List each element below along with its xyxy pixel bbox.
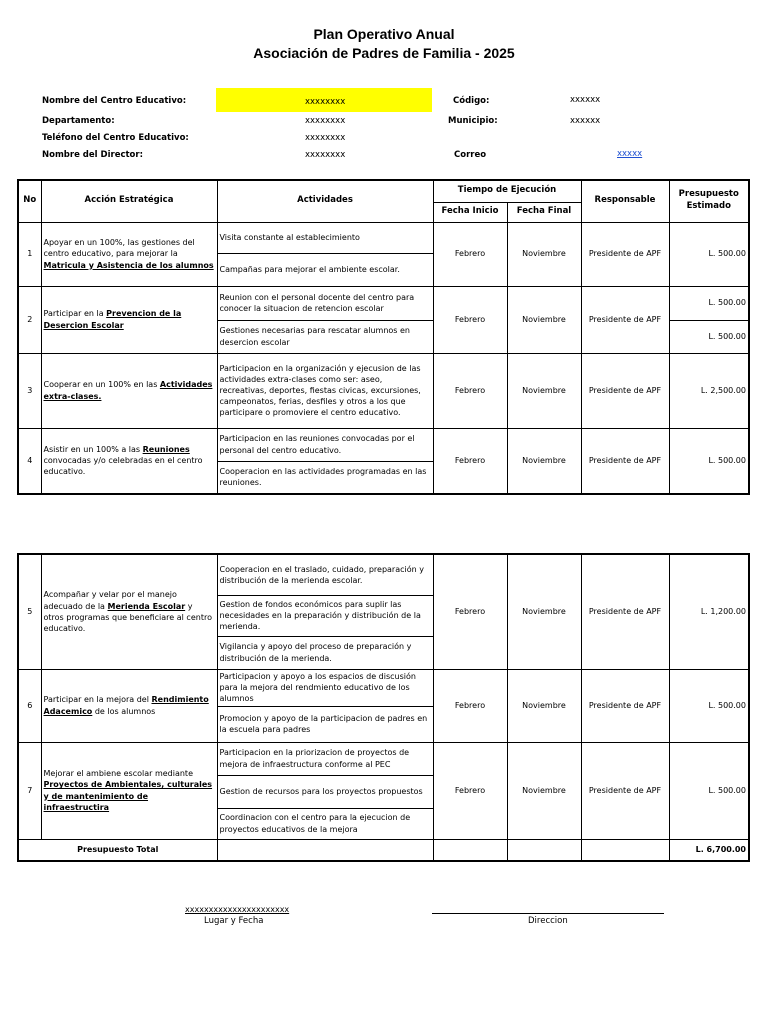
fecha-final-cell: Noviembre bbox=[507, 742, 581, 839]
actividad-cell: Campañas para mejorar el ambiente escolar. bbox=[217, 253, 433, 286]
accion-highlight: Rendimiento Adacemico bbox=[43, 695, 209, 716]
centro-label: Nombre del Centro Educativo: bbox=[42, 96, 187, 106]
row-number: 4 bbox=[18, 428, 41, 494]
actividad-cell: Cooperacion en el traslado, cuidado, preparación y distribución de la merienda escolar. bbox=[217, 554, 433, 595]
fecha-inicio-cell: Febrero bbox=[433, 286, 507, 353]
accion-cell bbox=[41, 669, 217, 742]
row-number: 1 bbox=[18, 222, 41, 286]
fecha-inicio-cell: Febrero bbox=[433, 222, 507, 286]
actividad-cell: Visita constante al establecimiento bbox=[217, 222, 433, 253]
accion-highlight: Matricula y Asistencia de los alumnos bbox=[43, 260, 214, 270]
presupuesto-cell: L. 500.00 bbox=[669, 742, 749, 839]
telefono-label: Teléfono del Centro Educativo: bbox=[42, 133, 189, 143]
correo-label: Correo bbox=[454, 150, 487, 160]
accion-text: Apoyar en un 100%, las gestiones del centro educativo, para mejorar la bbox=[43, 238, 195, 259]
fecha-final-cell: Noviembre bbox=[507, 669, 581, 742]
responsable-cell: Presidente de APF bbox=[581, 286, 669, 353]
table-row bbox=[18, 742, 749, 775]
director-value: xxxxxxxx bbox=[305, 150, 346, 160]
total-empty-cell bbox=[581, 839, 669, 861]
accion-cell bbox=[41, 353, 217, 428]
header-actividades: Actividades bbox=[217, 180, 433, 222]
accion-highlight: Proyectos de Ambientales, culturales y de mantenimiento de infraestructira bbox=[43, 780, 213, 812]
actividad-cell: Promocion y apoyo de la participacion de padres en la escuela para padres bbox=[217, 706, 433, 742]
fecha-inicio-cell: Febrero bbox=[433, 742, 507, 839]
table-row bbox=[18, 669, 749, 706]
fecha-final-cell: Noviembre bbox=[507, 286, 581, 353]
accion-text: Asistir en un 100% a las bbox=[43, 444, 143, 454]
presupuesto-cell: L. 500.00 bbox=[669, 320, 749, 353]
accion-cell bbox=[41, 742, 217, 839]
codigo-value: xxxxxx bbox=[570, 95, 601, 105]
row-number: 6 bbox=[18, 669, 41, 742]
header-no: No bbox=[18, 180, 41, 222]
actividad-cell: Coordinacion con el centro para la ejecucion de proyectos educativos de la mejora bbox=[217, 808, 433, 839]
municipio-value: xxxxxx bbox=[570, 116, 601, 126]
lugar-fecha-label: Lugar y Fecha bbox=[204, 916, 264, 926]
fecha-final-cell: Noviembre bbox=[507, 428, 581, 494]
table-row bbox=[18, 286, 749, 320]
total-empty-cell bbox=[217, 839, 433, 861]
correo-link[interactable]: xxxxx bbox=[617, 149, 643, 159]
presupuesto-cell: L. 2,500.00 bbox=[669, 353, 749, 428]
table-row bbox=[18, 353, 749, 428]
table-row bbox=[18, 428, 749, 461]
fecha-inicio-cell: Febrero bbox=[433, 428, 507, 494]
header-presupuesto: Presupuesto Estimado bbox=[669, 180, 749, 222]
telefono-value: xxxxxxxx bbox=[305, 133, 346, 143]
row-number: 3 bbox=[18, 353, 41, 428]
fecha-inicio-cell: Febrero bbox=[433, 554, 507, 669]
accion-highlight: Prevencion de la Desercion Escolar bbox=[43, 309, 182, 330]
codigo-label: Código: bbox=[453, 96, 490, 106]
fecha-inicio-cell: Febrero bbox=[433, 353, 507, 428]
accion-text-end: y otros programas que beneficiare al centro educativo. bbox=[43, 601, 212, 633]
accion-text: Participar en la mejora del bbox=[43, 695, 152, 705]
actividad-cell: Gestion de recursos para los proyectos propuestos bbox=[217, 775, 433, 808]
accion-cell bbox=[41, 554, 217, 669]
presupuesto-cell: L. 1,200.00 bbox=[669, 554, 749, 669]
signature-line bbox=[432, 913, 664, 914]
row-number: 5 bbox=[18, 554, 41, 669]
lugar-fecha-value: xxxxxxxxxxxxxxxxxxxxxx bbox=[185, 905, 290, 914]
accion-text: Participar en la bbox=[43, 309, 107, 319]
accion-highlight: Actividades extra-clases. bbox=[43, 380, 213, 401]
responsable-cell: Presidente de APF bbox=[581, 669, 669, 742]
actividad-cell: Participacion en la priorizacion de proyectos de mejora de infraestructura conforme al PEC bbox=[217, 742, 433, 775]
centro-value: xxxxxxxx bbox=[305, 97, 346, 107]
row-number: 7 bbox=[18, 742, 41, 839]
fecha-final-cell: Noviembre bbox=[507, 222, 581, 286]
presupuesto-cell: L. 500.00 bbox=[669, 669, 749, 742]
page-subtitle: Asociación de Padres de Familia - 2025 bbox=[253, 45, 515, 61]
presupuesto-cell: L. 500.00 bbox=[669, 428, 749, 494]
fecha-final-cell: Noviembre bbox=[507, 353, 581, 428]
accion-text: Cooperar en un 100% en las bbox=[43, 380, 160, 390]
actividad-cell: Reunion con el personal docente del centro para conocer la situacion de retencion escolar bbox=[217, 286, 433, 320]
presupuesto-cell: L. 500.00 bbox=[669, 222, 749, 286]
director-label: Nombre del Director: bbox=[42, 150, 143, 160]
row-number: 2 bbox=[18, 286, 41, 353]
responsable-cell: Presidente de APF bbox=[581, 742, 669, 839]
responsable-cell: Presidente de APF bbox=[581, 222, 669, 286]
municipio-label: Municipio: bbox=[448, 116, 498, 126]
table-row bbox=[18, 554, 749, 595]
actividad-cell: Gestion de fondos económicos para suplir las necesidades en la preparación y distribución de la merienda. bbox=[217, 595, 433, 636]
fecha-final-cell: Noviembre bbox=[507, 554, 581, 669]
header-fecha-final: Fecha Final bbox=[507, 202, 581, 222]
actividad-cell: Participacion en la organización y ejecusion de las actividades extra-clases como ser: aseo, recreativas, deportes, fiestas civicas, excursiones, campeonatos, ferias, desfiles y otros a los que participare o promoviere el centro educativo. bbox=[217, 353, 433, 428]
direccion-label: Direccion bbox=[528, 916, 568, 926]
total-label: Presupuesto Total bbox=[18, 839, 217, 861]
responsable-cell: Presidente de APF bbox=[581, 554, 669, 669]
actividad-cell: Gestiones necesarias para rescatar alumnos en desercion escolar bbox=[217, 320, 433, 353]
page-title: Plan Operativo Anual bbox=[313, 26, 455, 42]
table-row bbox=[18, 222, 749, 253]
presupuesto-cell: L. 500.00 bbox=[669, 286, 749, 320]
actividad-cell: Vigilancia y apoyo del proceso de preparación y distribución de la merienda. bbox=[217, 636, 433, 669]
accion-cell bbox=[41, 286, 217, 353]
accion-cell bbox=[41, 222, 217, 286]
responsable-cell: Presidente de APF bbox=[581, 428, 669, 494]
plan-table-2 bbox=[17, 553, 750, 862]
header-accion: Acción Estratégica bbox=[41, 180, 217, 222]
accion-highlight: Merienda Escolar bbox=[107, 601, 186, 611]
accion-cell bbox=[41, 428, 217, 494]
accion-text: Mejorar el ambiene escolar mediante bbox=[43, 769, 193, 779]
fecha-inicio-cell: Febrero bbox=[433, 669, 507, 742]
plan-table-1 bbox=[17, 179, 750, 495]
accion-highlight: Reuniones bbox=[142, 444, 190, 454]
departamento-value: xxxxxxxx bbox=[305, 116, 346, 126]
header-responsable: Responsable bbox=[581, 180, 669, 222]
header-tiempo: Tiempo de Ejecución bbox=[433, 180, 581, 202]
actividad-cell: Cooperacion en las actividades programadas en las reuniones. bbox=[217, 461, 433, 494]
header-fecha-inicio: Fecha Inicio bbox=[433, 202, 507, 222]
actividad-cell: Participacion y apoyo a los espacios de discusión para la mejora del rendmiento educativo de los alumnos bbox=[217, 669, 433, 706]
responsable-cell: Presidente de APF bbox=[581, 353, 669, 428]
total-empty-cell bbox=[433, 839, 507, 861]
departamento-label: Departamento: bbox=[42, 116, 115, 126]
total-empty-cell bbox=[507, 839, 581, 861]
accion-text: Acompañar y velar por el manejo adecuado de la bbox=[43, 590, 177, 611]
total-value: L. 6,700.00 bbox=[669, 839, 749, 861]
accion-text-end: convocadas y/o celebradas en el centro educativo. bbox=[43, 456, 203, 477]
actividad-cell: Participacion en las reuniones convocadas por el personal del centro educativo. bbox=[217, 428, 433, 461]
accion-text-end: de los alumnos bbox=[92, 706, 156, 716]
